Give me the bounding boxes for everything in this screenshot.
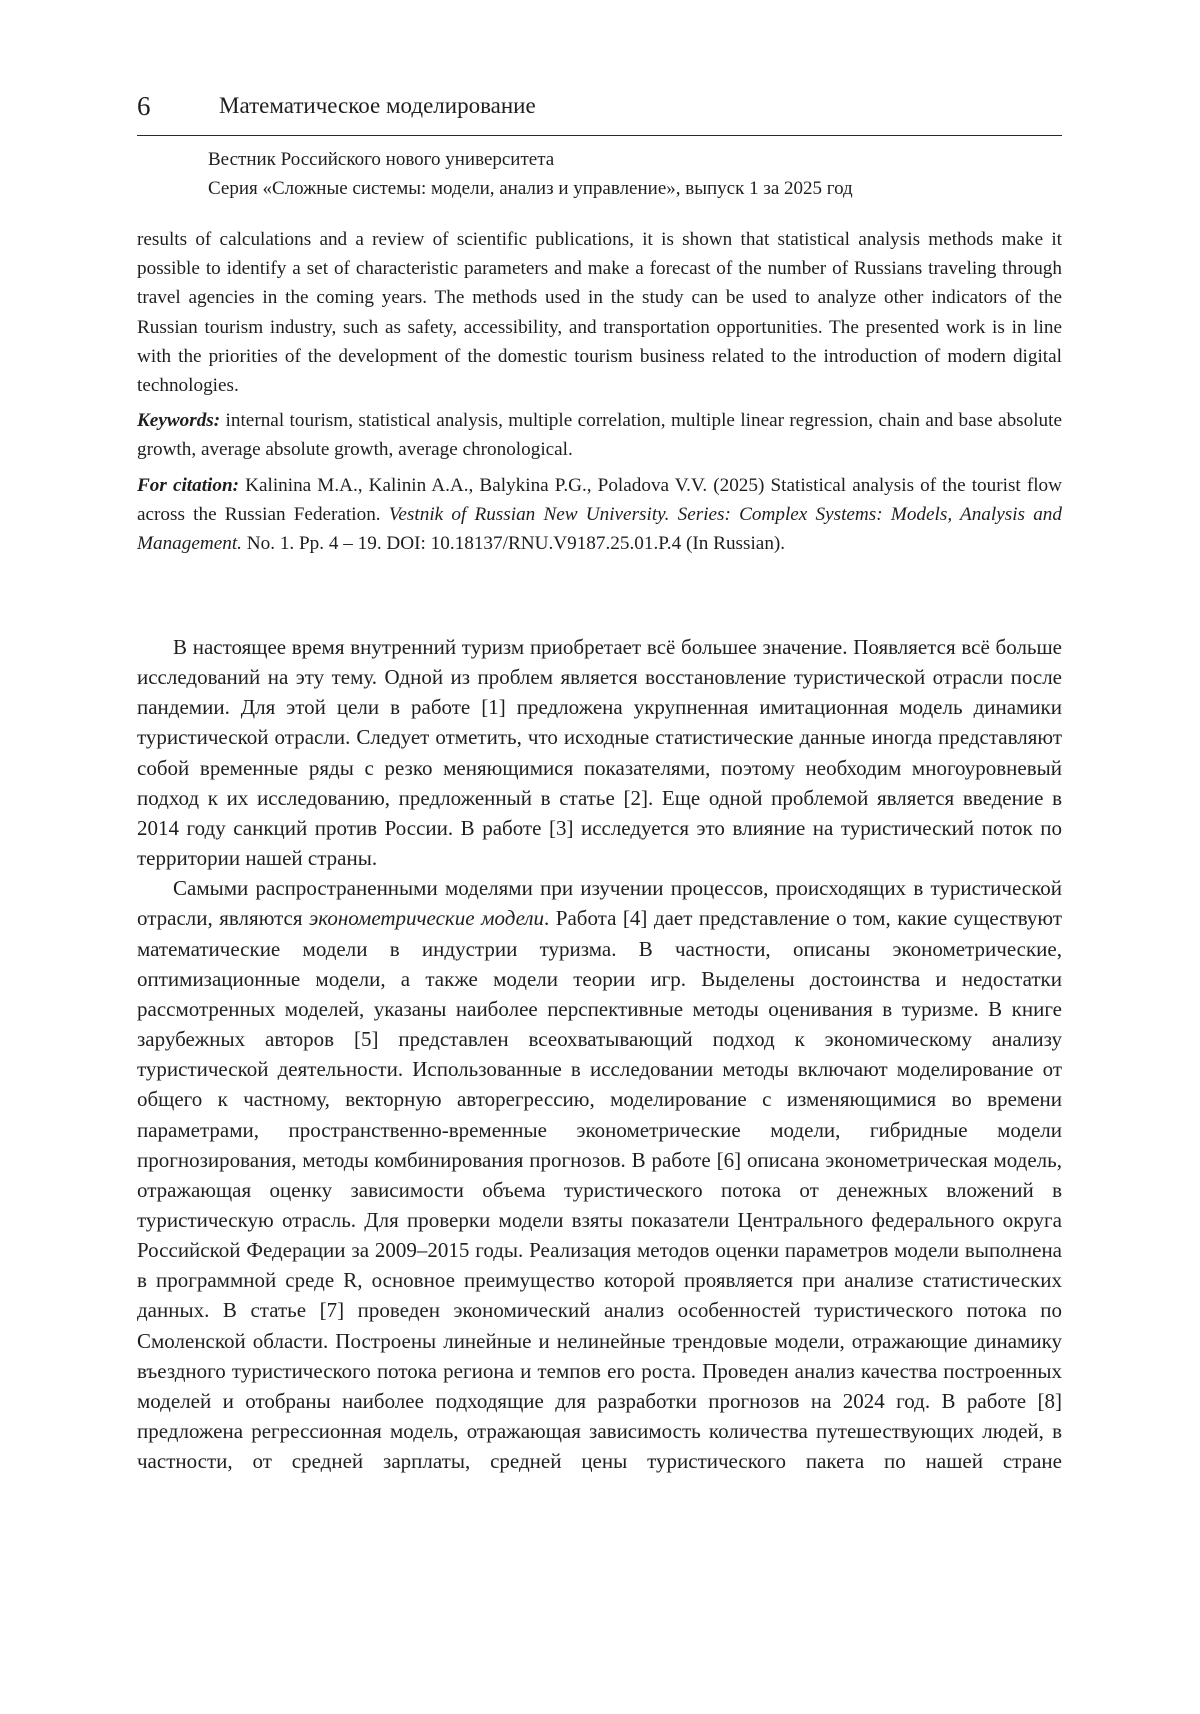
p2-text-start: Самыми распространенными моделями при изучении процессов, происходящих в туристической отрасли, являются	[137, 876, 1062, 931]
journal-info	[208, 145, 853, 203]
citation-details: No. 1. Pp. 4 – 19. DOI: 10.18137/RNU.V9187.25.01.P.4 (In Russian).	[241, 533, 786, 555]
citation-label: For citation:	[137, 474, 240, 496]
section-title: Математическое моделирование	[219, 93, 536, 118]
keywords	[137, 406, 1062, 464]
p2-emphasis: эконометрические модели	[309, 906, 545, 931]
article-body	[137, 632, 1062, 1476]
keywords-text: internal tourism, statistical analysis, multiple correlation, multiple linear regression, chain and base absolute growth, average absolute growth, average chronological.	[137, 410, 1062, 461]
abstract-block	[137, 225, 1062, 558]
citation-text: Kalinina M.A., Kalinin A.A., Balykina P.G., Poladova V.V. (2025) Statistical analysis of the tourist flow across the Russian Federation.	[137, 474, 1062, 525]
journal-name: Вестник Российского нового университета	[208, 149, 555, 170]
body-paragraph-2	[137, 873, 1062, 1476]
body-paragraph-1: В настоящее время внутренний туризм приобретает всё большее значение. Появляется всё больше исследований на эту тему. Одной из проблем является восстановление туристической отрасли после пандемии. Для этой цели в работе [1] предложена укрупненная имитационная модель динамики туристической отрасли. Следует отметить, что исходные статистические данные иногда представляют собой временные ряды с резко меняющимися показателями, поэтому необходим многоуровневый подход к их исследованию, предложенный в статье [2]. Еще одной проблемой является введение в 2014 году санкций против России. В работе [3] исследуется это влияние на туристический поток по территории нашей страны.	[137, 635, 1062, 871]
header-divider	[137, 135, 1062, 136]
citation	[137, 471, 1062, 559]
p2-text-end: . Работа [4] дает представление о том, какие существуют математические модели в индустрии туризма. В частности, описаны эконометрические, оптимизационные модели, а также модели теории игр. Выделены достоинства и недостатки рассмотренных моделей, указаны наиболее перспективные методы оценивания в туризме. В книге зарубежных авторов [5] представлен всеохватывающий подход к экономическому анализу туристической деятельности. Использованные в исследовании методы включают моделирование от общего к частному, векторную авторегрессию, моделирование с изменяющимися во времени параметрами, пространственно-временные эконометрические модели, гибридные модели прогнозирования, методы комбинирования прогнозов. В работе [6] описана эконометрическая модель, отражающая оценку зависимости объема туристического потока от денежных вложений в туристическую отрасль. Для проверки модели взяты показатели Центрального федерального округа Российской Федерации за 2009–2015 годы. Реализация методов оценки параметров модели выполнена в программной среде R, основное преимущество которой проявляется при анализе статистических данных. В статье [7] проведен экономический анализ особенностей туристического потока по Смоленской области. Построены линейные и нелинейные трендовые модели, отражающие динамику въездного туристического потока региона и темпов его роста. Проведен анализ качества построенных моделей и отобраны наиболее подходящие для разработки прогнозов на 2024 год. В работе [8] предложена регрессионная модель, отражающая зависимость количества путешествующих людей, в частности, от средней зарплаты, средней цены туристического пакета по нашей стране	[137, 906, 1063, 1474]
abstract-text: results of calculations and a review of scientific publications, it is shown that statistical analysis methods make it possible to identify a set of characteristic parameters and make a forecast of the number of Russians traveling through travel agencies in the coming years. The methods used in the study can be used to analyze other indicators of the Russian tourism industry, such as safety, accessibility, and transportation opportunities. The presented work is in line with the priorities of the development of the domestic tourism business related to the introduction of modern digital technologies.	[137, 229, 1062, 397]
citation-journal: Vestnik of Russian New University. Series: Complex Systems: Models, Analysis and Management.	[137, 503, 1062, 555]
page-number: 6	[137, 91, 151, 121]
keywords-label: Keywords:	[137, 410, 221, 432]
journal-series: Серия «Сложные системы: модели, анализ и управление», выпуск 1 за 2025 год	[208, 178, 853, 199]
